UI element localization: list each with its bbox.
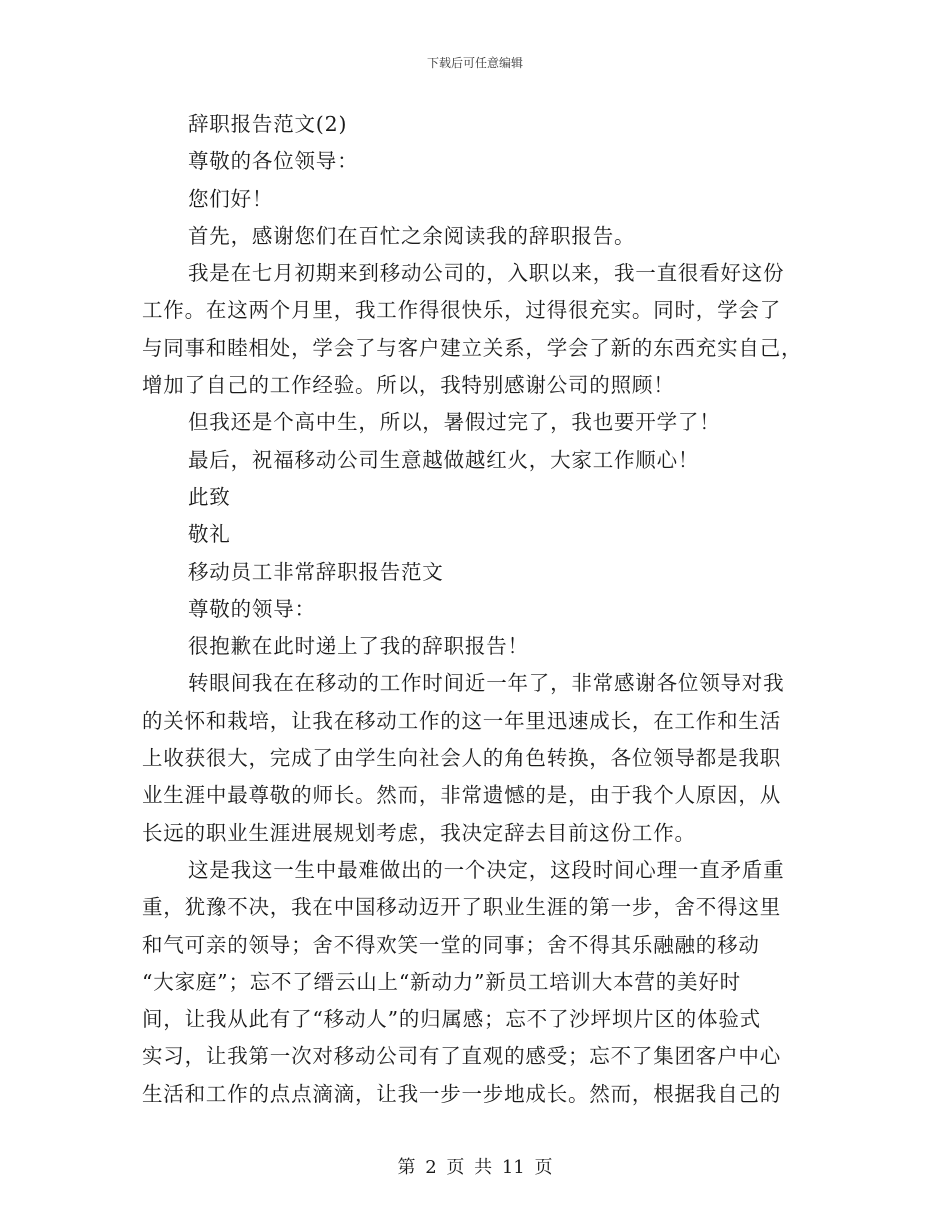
doc-line: 与同事和睦相处，学会了与客户建立关系，学会了新的东西充实自己， bbox=[142, 335, 803, 360]
doc-line: 此致 bbox=[188, 484, 231, 509]
header-note: 下载后可任意编辑 bbox=[426, 56, 523, 70]
doc-line: 上收获很大，完成了由学生向社会人的角色转换，各位领导都是我职 bbox=[142, 746, 781, 771]
doc-line: 转眼间我在在移动的工作时间近一年了，非常感谢各位领导对我 bbox=[188, 671, 785, 696]
doc-line: 尊敬的领导： bbox=[188, 596, 316, 621]
doc-line: 实习，让我第一次对移动公司有了直观的感受；忘不了集团客户中心 bbox=[142, 1044, 781, 1069]
doc-line: 首先，感谢您们在百忙之余阅读我的辞职报告。 bbox=[188, 223, 636, 248]
doc-line: 我是在七月初期来到移动公司的，入职以来，我一直很看好这份 bbox=[188, 261, 785, 286]
page-number-footer: 第 2 页 共 11 页 bbox=[397, 1157, 553, 1178]
doc-line: “大家庭”；忘不了缙云山上“新动力”新员工培训大本营的美好时 bbox=[142, 969, 741, 994]
doc-line: 业生涯中最尊敬的师长。然而，非常遗憾的是，由于我个人原因，从 bbox=[142, 783, 781, 808]
doc-line: 尊敬的各位领导： bbox=[188, 149, 359, 174]
doc-line: 但我还是个高中生，所以，暑假过完了，我也要开学了！ bbox=[188, 410, 721, 435]
doc-line: 这是我这一生中最难做出的一个决定，这段时间心理一直矛盾重 bbox=[188, 857, 785, 882]
doc-line: 生活和工作的点点滴滴，让我一步一步地成长。然而，根据我自己的 bbox=[142, 1081, 781, 1106]
doc-line: 的关怀和栽培，让我在移动工作的这一年里迅速成长，在工作和生活 bbox=[142, 708, 781, 733]
doc-line: 重，犹豫不决，我在中国移动迈开了职业生涯的第一步，舍不得这里 bbox=[142, 895, 781, 920]
doc-line: 工作。在这两个月里，我工作得很快乐，过得很充实。同时，学会了 bbox=[142, 298, 781, 323]
doc-line: 敬礼 bbox=[188, 522, 231, 547]
document-body bbox=[142, 106, 810, 1113]
doc-line: 移动员工非常辞职报告范文 bbox=[188, 559, 444, 584]
doc-line: 间，让我从此有了“移动人”的归属感；忘不了沙坪坝片区的体验式 bbox=[142, 1007, 761, 1032]
doc-line: 辞职报告范文(2) bbox=[188, 112, 348, 136]
doc-line: 长远的职业生涯进展规划考虑，我决定辞去目前这份工作。 bbox=[142, 820, 696, 845]
doc-line: 很抱歉在此时递上了我的辞职报告！ bbox=[188, 634, 529, 659]
doc-line: 和气可亲的领导；舍不得欢笑一堂的同事；舍不得其乐融融的移动 bbox=[142, 932, 760, 957]
doc-line: 增加了自己的工作经验。所以，我特别感谢公司的照顾！ bbox=[142, 373, 675, 398]
doc-line: 您们好！ bbox=[188, 186, 274, 211]
doc-line: 最后，祝福移动公司生意越做越红火，大家工作顺心！ bbox=[188, 447, 700, 472]
